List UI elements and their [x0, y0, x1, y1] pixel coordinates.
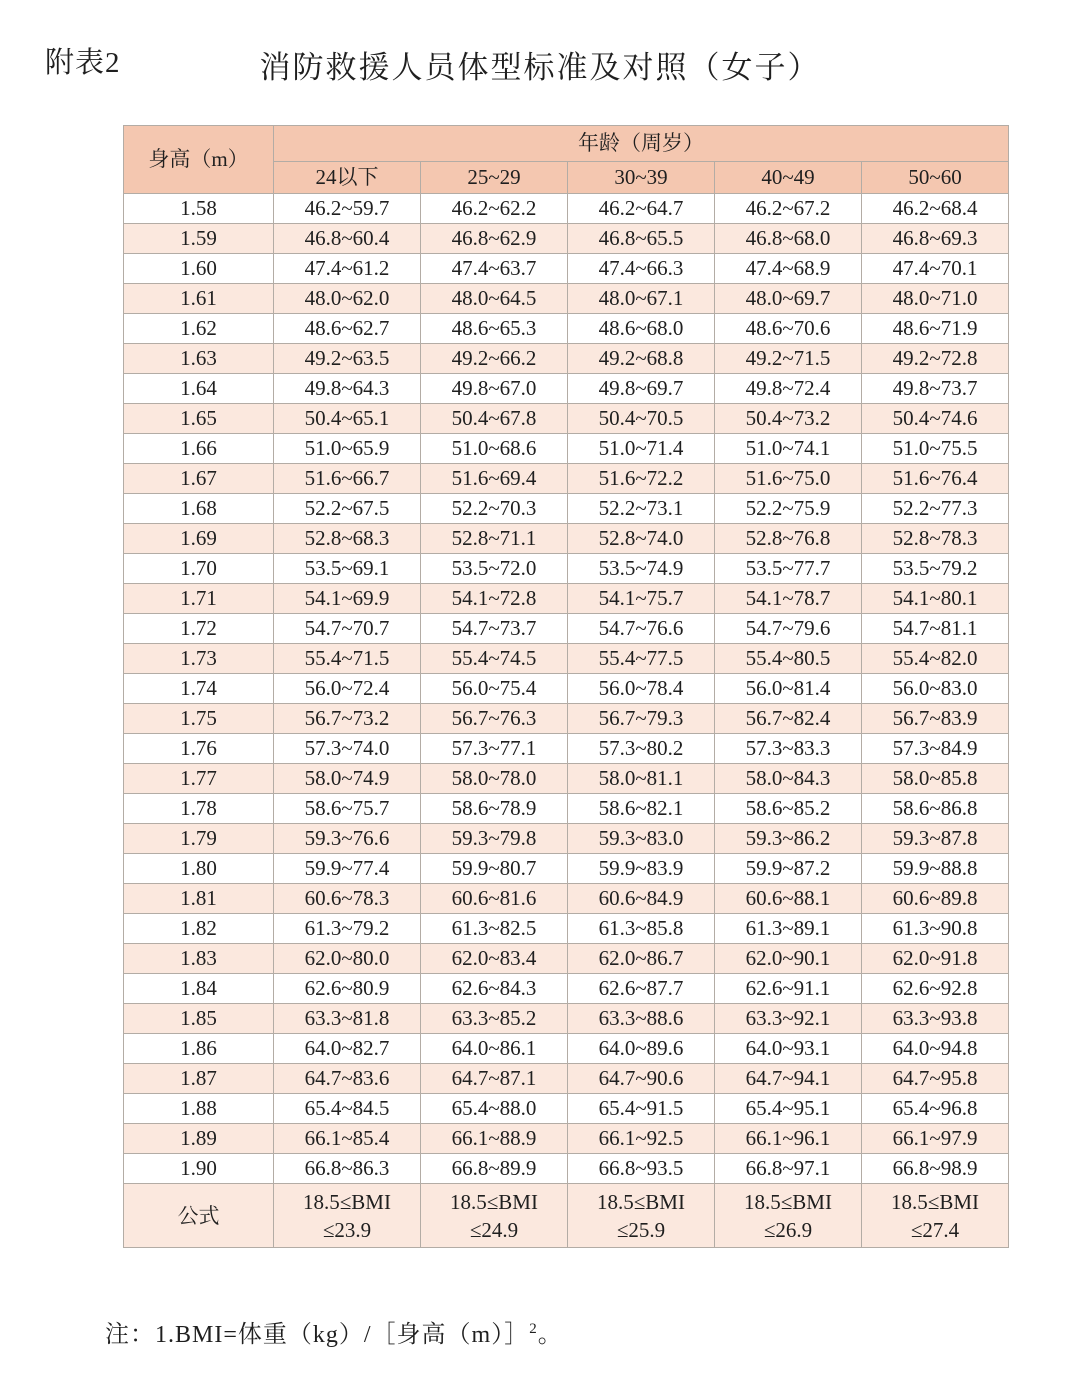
height-cell: 1.68 — [124, 494, 274, 524]
weight-range-cell: 56.7~83.9 — [862, 704, 1009, 734]
weight-range-cell: 59.3~76.6 — [274, 824, 421, 854]
height-cell: 1.77 — [124, 764, 274, 794]
height-cell: 1.88 — [124, 1094, 274, 1124]
weight-range-cell: 48.0~69.7 — [715, 284, 862, 314]
weight-range-cell: 56.0~78.4 — [568, 674, 715, 704]
weight-range-cell: 49.2~68.8 — [568, 344, 715, 374]
weight-range-cell: 65.4~88.0 — [421, 1094, 568, 1124]
formula-line: 18.5≤BMI — [744, 1189, 832, 1214]
weight-range-cell: 56.0~72.4 — [274, 674, 421, 704]
table-row — [124, 284, 1009, 314]
weight-range-cell: 50.4~74.6 — [862, 404, 1009, 434]
weight-range-cell: 60.6~81.6 — [421, 884, 568, 914]
formula-cell — [274, 1184, 421, 1248]
weight-range-cell: 52.8~68.3 — [274, 524, 421, 554]
weight-range-cell: 49.2~71.5 — [715, 344, 862, 374]
weight-range-cell: 54.1~72.8 — [421, 584, 568, 614]
table-row — [124, 374, 1009, 404]
age-col-header-50-60: 50~60 — [862, 162, 1009, 194]
table-row — [124, 1034, 1009, 1064]
weight-range-cell: 54.7~81.1 — [862, 614, 1009, 644]
height-cell: 1.85 — [124, 1004, 274, 1034]
height-cell: 1.63 — [124, 344, 274, 374]
height-cell: 1.76 — [124, 734, 274, 764]
weight-range-cell: 52.8~71.1 — [421, 524, 568, 554]
weight-range-cell: 56.7~76.3 — [421, 704, 568, 734]
weight-range-cell: 64.7~95.8 — [862, 1064, 1009, 1094]
weight-range-cell: 46.2~59.7 — [274, 194, 421, 224]
formula-line: 18.5≤BMI — [303, 1189, 391, 1214]
weight-range-cell: 53.5~72.0 — [421, 554, 568, 584]
height-cell: 1.82 — [124, 914, 274, 944]
table-row — [124, 884, 1009, 914]
table-row — [124, 674, 1009, 704]
table-row — [124, 644, 1009, 674]
weight-range-cell: 63.3~81.8 — [274, 1004, 421, 1034]
height-cell: 1.81 — [124, 884, 274, 914]
table-row — [124, 404, 1009, 434]
weight-range-cell: 61.3~90.8 — [862, 914, 1009, 944]
height-cell: 1.60 — [124, 254, 274, 284]
weight-range-cell: 46.2~64.7 — [568, 194, 715, 224]
weight-range-cell: 66.8~93.5 — [568, 1154, 715, 1184]
age-col-header-25-29: 25~29 — [421, 162, 568, 194]
weight-range-cell: 66.8~98.9 — [862, 1154, 1009, 1184]
weight-range-cell: 62.0~86.7 — [568, 944, 715, 974]
height-cell: 1.74 — [124, 674, 274, 704]
weight-range-cell: 56.0~75.4 — [421, 674, 568, 704]
weight-range-cell: 54.7~79.6 — [715, 614, 862, 644]
weight-range-cell: 50.4~70.5 — [568, 404, 715, 434]
height-cell: 1.66 — [124, 434, 274, 464]
table-row — [124, 794, 1009, 824]
table-row — [124, 974, 1009, 1004]
weight-range-cell: 48.0~71.0 — [862, 284, 1009, 314]
weight-range-cell: 58.0~74.9 — [274, 764, 421, 794]
height-cell: 1.69 — [124, 524, 274, 554]
weight-range-cell: 59.9~77.4 — [274, 854, 421, 884]
table-row — [124, 734, 1009, 764]
weight-range-cell: 51.0~65.9 — [274, 434, 421, 464]
weight-range-cell: 58.6~75.7 — [274, 794, 421, 824]
table-row — [124, 1064, 1009, 1094]
weight-range-cell: 63.3~92.1 — [715, 1004, 862, 1034]
table-row — [124, 494, 1009, 524]
weight-range-cell: 49.2~66.2 — [421, 344, 568, 374]
weight-range-cell: 51.6~75.0 — [715, 464, 862, 494]
height-cell: 1.90 — [124, 1154, 274, 1184]
weight-range-cell: 56.7~73.2 — [274, 704, 421, 734]
weight-range-cell: 46.2~68.4 — [862, 194, 1009, 224]
weight-range-cell: 64.0~86.1 — [421, 1034, 568, 1064]
weight-range-cell: 57.3~84.9 — [862, 734, 1009, 764]
weight-range-cell: 49.8~67.0 — [421, 374, 568, 404]
weight-range-cell: 66.1~88.9 — [421, 1124, 568, 1154]
weight-range-cell: 57.3~74.0 — [274, 734, 421, 764]
weight-range-cell: 55.4~71.5 — [274, 644, 421, 674]
table-row — [124, 434, 1009, 464]
weight-range-cell: 66.8~86.3 — [274, 1154, 421, 1184]
weight-range-cell: 66.1~92.5 — [568, 1124, 715, 1154]
weight-range-cell: 64.0~89.6 — [568, 1034, 715, 1064]
table-row — [124, 704, 1009, 734]
weight-range-cell: 46.8~69.3 — [862, 224, 1009, 254]
height-cell: 1.58 — [124, 194, 274, 224]
weight-range-cell: 64.0~82.7 — [274, 1034, 421, 1064]
table-row — [124, 344, 1009, 374]
weight-range-cell: 64.7~87.1 — [421, 1064, 568, 1094]
weight-range-cell: 59.9~83.9 — [568, 854, 715, 884]
weight-range-cell: 61.3~79.2 — [274, 914, 421, 944]
formula-line: 18.5≤BMI — [891, 1189, 979, 1214]
weight-range-cell: 64.7~94.1 — [715, 1064, 862, 1094]
table-row — [124, 614, 1009, 644]
weight-range-cell: 54.7~70.7 — [274, 614, 421, 644]
weight-range-cell: 47.4~70.1 — [862, 254, 1009, 284]
table-footer — [124, 1184, 1009, 1248]
page-title: 消防救援人员体型标准及对照（女子） — [259, 50, 821, 85]
weight-range-cell: 54.1~69.9 — [274, 584, 421, 614]
weight-range-cell: 65.4~91.5 — [568, 1094, 715, 1124]
table-row — [124, 254, 1009, 284]
weight-range-cell: 60.6~78.3 — [274, 884, 421, 914]
weight-range-cell: 58.0~85.8 — [862, 764, 1009, 794]
weight-range-cell: 46.8~65.5 — [568, 224, 715, 254]
table-row — [124, 1094, 1009, 1124]
age-col-header-30-39: 30~39 — [568, 162, 715, 194]
weight-range-cell: 61.3~82.5 — [421, 914, 568, 944]
weight-range-cell: 66.8~89.9 — [421, 1154, 568, 1184]
weight-range-cell: 66.1~97.9 — [862, 1124, 1009, 1154]
weight-range-cell: 59.3~79.8 — [421, 824, 568, 854]
weight-range-cell: 49.2~72.8 — [862, 344, 1009, 374]
weight-range-cell: 64.0~93.1 — [715, 1034, 862, 1064]
weight-range-cell: 66.8~97.1 — [715, 1154, 862, 1184]
weight-range-cell: 60.6~84.9 — [568, 884, 715, 914]
formula-line: ≤26.9 — [763, 1217, 813, 1242]
formula-line: ≤27.4 — [910, 1217, 960, 1242]
weight-range-cell: 59.9~80.7 — [421, 854, 568, 884]
weight-range-cell: 65.4~96.8 — [862, 1094, 1009, 1124]
weight-range-cell: 48.6~70.6 — [715, 314, 862, 344]
weight-range-cell: 50.4~65.1 — [274, 404, 421, 434]
weight-range-cell: 62.6~92.8 — [862, 974, 1009, 1004]
table-header — [124, 126, 1009, 194]
weight-range-cell: 59.9~88.8 — [862, 854, 1009, 884]
weight-range-cell: 63.3~85.2 — [421, 1004, 568, 1034]
formula-line: ≤24.9 — [469, 1217, 519, 1242]
height-cell: 1.89 — [124, 1124, 274, 1154]
weight-range-cell: 61.3~85.8 — [568, 914, 715, 944]
weight-range-cell: 51.6~69.4 — [421, 464, 568, 494]
table-row — [124, 1004, 1009, 1034]
height-cell: 1.61 — [124, 284, 274, 314]
weight-range-cell: 53.5~79.2 — [862, 554, 1009, 584]
weight-range-cell: 52.2~67.5 — [274, 494, 421, 524]
weight-range-cell: 66.1~85.4 — [274, 1124, 421, 1154]
table-row — [124, 554, 1009, 584]
weight-range-cell: 59.3~86.2 — [715, 824, 862, 854]
height-cell: 1.75 — [124, 704, 274, 734]
weight-range-cell: 48.0~67.1 — [568, 284, 715, 314]
weight-range-cell: 48.6~71.9 — [862, 314, 1009, 344]
weight-range-cell: 47.4~63.7 — [421, 254, 568, 284]
weight-range-cell: 56.7~79.3 — [568, 704, 715, 734]
formula-cell — [862, 1184, 1009, 1248]
weight-range-cell: 55.4~74.5 — [421, 644, 568, 674]
height-cell: 1.79 — [124, 824, 274, 854]
weight-range-cell: 48.6~68.0 — [568, 314, 715, 344]
formula-line: 18.5≤BMI — [450, 1189, 538, 1214]
weight-range-cell: 47.4~66.3 — [568, 254, 715, 284]
document-header — [0, 0, 1080, 85]
table-row — [124, 824, 1009, 854]
weight-range-cell: 51.0~74.1 — [715, 434, 862, 464]
footnote — [105, 1314, 563, 1349]
weight-range-cell: 47.4~61.2 — [274, 254, 421, 284]
weight-range-cell: 54.7~73.7 — [421, 614, 568, 644]
weight-range-cell: 58.6~78.9 — [421, 794, 568, 824]
formula-line: ≤23.9 — [322, 1217, 372, 1242]
weight-range-cell: 64.7~90.6 — [568, 1064, 715, 1094]
weight-range-cell: 60.6~88.1 — [715, 884, 862, 914]
weight-range-cell: 54.7~76.6 — [568, 614, 715, 644]
formula-cell — [421, 1184, 568, 1248]
weight-range-cell: 58.0~84.3 — [715, 764, 862, 794]
weight-range-cell: 49.8~72.4 — [715, 374, 862, 404]
height-cell: 1.62 — [124, 314, 274, 344]
weight-range-cell: 48.0~62.0 — [274, 284, 421, 314]
weight-range-cell: 62.0~91.8 — [862, 944, 1009, 974]
height-cell: 1.72 — [124, 614, 274, 644]
weight-range-cell: 57.3~77.1 — [421, 734, 568, 764]
age-col-header-under24: 24以下 — [274, 162, 421, 194]
footnote-text: 注：1.BMI=体重（kg）/［身高（m）］ — [105, 1322, 530, 1348]
formula-cell — [568, 1184, 715, 1248]
height-cell: 1.65 — [124, 404, 274, 434]
weight-range-cell: 63.3~88.6 — [568, 1004, 715, 1034]
age-group-header: 年龄（周岁） — [274, 126, 1009, 162]
weight-range-cell: 48.0~64.5 — [421, 284, 568, 314]
table-row — [124, 464, 1009, 494]
weight-range-cell: 62.0~90.1 — [715, 944, 862, 974]
weight-range-cell: 53.5~77.7 — [715, 554, 862, 584]
formula-cell — [715, 1184, 862, 1248]
weight-range-cell: 51.6~76.4 — [862, 464, 1009, 494]
weight-range-cell: 48.6~62.7 — [274, 314, 421, 344]
weight-range-cell: 58.6~82.1 — [568, 794, 715, 824]
table-row — [124, 224, 1009, 254]
weight-range-cell: 55.4~82.0 — [862, 644, 1009, 674]
weight-range-cell: 53.5~69.1 — [274, 554, 421, 584]
weight-range-cell: 52.2~75.9 — [715, 494, 862, 524]
weight-range-cell: 46.8~60.4 — [274, 224, 421, 254]
weight-range-cell: 57.3~80.2 — [568, 734, 715, 764]
weight-range-cell: 46.8~62.9 — [421, 224, 568, 254]
formula-row — [124, 1184, 1009, 1248]
height-cell: 1.64 — [124, 374, 274, 404]
weight-range-cell: 52.2~70.3 — [421, 494, 568, 524]
table-row — [124, 584, 1009, 614]
weight-range-cell: 52.8~74.0 — [568, 524, 715, 554]
weight-range-cell: 48.6~65.3 — [421, 314, 568, 344]
footnote-period: 。 — [537, 1322, 563, 1348]
weight-range-cell: 54.1~80.1 — [862, 584, 1009, 614]
weight-range-cell: 62.0~80.0 — [274, 944, 421, 974]
table-row — [124, 944, 1009, 974]
weight-range-cell: 54.1~78.7 — [715, 584, 862, 614]
weight-range-cell: 52.2~77.3 — [862, 494, 1009, 524]
table-row — [124, 1154, 1009, 1184]
weight-range-cell: 65.4~84.5 — [274, 1094, 421, 1124]
weight-range-cell: 51.6~66.7 — [274, 464, 421, 494]
weight-range-cell: 56.0~83.0 — [862, 674, 1009, 704]
weight-range-cell: 46.8~68.0 — [715, 224, 862, 254]
weight-range-cell: 62.6~80.9 — [274, 974, 421, 1004]
weight-range-cell: 51.6~72.2 — [568, 464, 715, 494]
weight-range-cell: 60.6~89.8 — [862, 884, 1009, 914]
table-row — [124, 314, 1009, 344]
weight-range-cell: 46.2~62.2 — [421, 194, 568, 224]
weight-range-cell: 53.5~74.9 — [568, 554, 715, 584]
height-cell: 1.84 — [124, 974, 274, 1004]
height-cell: 1.71 — [124, 584, 274, 614]
formula-label: 公式 — [124, 1184, 274, 1248]
weight-range-cell: 64.7~83.6 — [274, 1064, 421, 1094]
weight-range-cell: 50.4~67.8 — [421, 404, 568, 434]
height-column-header: 身高（m） — [124, 126, 274, 194]
weight-range-cell: 62.6~84.3 — [421, 974, 568, 1004]
height-cell: 1.67 — [124, 464, 274, 494]
weight-range-cell: 49.2~63.5 — [274, 344, 421, 374]
weight-range-cell: 55.4~77.5 — [568, 644, 715, 674]
weight-range-cell: 46.2~67.2 — [715, 194, 862, 224]
weight-range-cell: 58.0~81.1 — [568, 764, 715, 794]
weight-range-cell: 49.8~73.7 — [862, 374, 1009, 404]
table-row — [124, 914, 1009, 944]
weight-range-cell: 52.8~76.8 — [715, 524, 862, 554]
table-row — [124, 194, 1009, 224]
age-header-row — [124, 126, 1009, 162]
weight-range-cell: 57.3~83.3 — [715, 734, 862, 764]
height-cell: 1.59 — [124, 224, 274, 254]
weight-range-cell: 62.6~91.1 — [715, 974, 862, 1004]
weight-range-cell: 50.4~73.2 — [715, 404, 862, 434]
weight-range-cell: 49.8~69.7 — [568, 374, 715, 404]
weight-range-cell: 56.7~82.4 — [715, 704, 862, 734]
table-row — [124, 1124, 1009, 1154]
weight-range-cell: 64.0~94.8 — [862, 1034, 1009, 1064]
age-col-header-40-49: 40~49 — [715, 162, 862, 194]
weight-range-cell: 58.6~86.8 — [862, 794, 1009, 824]
height-cell: 1.78 — [124, 794, 274, 824]
weight-range-cell: 61.3~89.1 — [715, 914, 862, 944]
weight-range-cell: 47.4~68.9 — [715, 254, 862, 284]
weight-range-cell: 51.0~75.5 — [862, 434, 1009, 464]
height-cell: 1.87 — [124, 1064, 274, 1094]
weight-range-cell: 51.0~71.4 — [568, 434, 715, 464]
weight-range-cell: 58.6~85.2 — [715, 794, 862, 824]
weight-range-cell: 59.3~83.0 — [568, 824, 715, 854]
height-cell: 1.73 — [124, 644, 274, 674]
weight-range-cell: 66.1~96.1 — [715, 1124, 862, 1154]
weight-range-cell: 62.6~87.7 — [568, 974, 715, 1004]
height-cell: 1.70 — [124, 554, 274, 584]
weight-range-cell: 65.4~95.1 — [715, 1094, 862, 1124]
formula-line: ≤25.9 — [616, 1217, 666, 1242]
weight-range-cell: 51.0~68.6 — [421, 434, 568, 464]
table-row — [124, 854, 1009, 884]
weight-range-cell: 52.2~73.1 — [568, 494, 715, 524]
weight-range-cell: 52.8~78.3 — [862, 524, 1009, 554]
body-standard-table — [123, 125, 1009, 1248]
footnote-superscript: 2 — [529, 1321, 538, 1337]
weight-range-cell: 58.0~78.0 — [421, 764, 568, 794]
weight-range-cell: 56.0~81.4 — [715, 674, 862, 704]
weight-range-cell: 62.0~83.4 — [421, 944, 568, 974]
table-row — [124, 524, 1009, 554]
weight-range-cell: 49.8~64.3 — [274, 374, 421, 404]
weight-range-cell: 59.3~87.8 — [862, 824, 1009, 854]
height-cell: 1.86 — [124, 1034, 274, 1064]
height-cell: 1.80 — [124, 854, 274, 884]
formula-line: 18.5≤BMI — [597, 1189, 685, 1214]
weight-range-cell: 63.3~93.8 — [862, 1004, 1009, 1034]
weight-range-cell: 59.9~87.2 — [715, 854, 862, 884]
table-body — [124, 194, 1009, 1184]
weight-range-cell: 54.1~75.7 — [568, 584, 715, 614]
table-row — [124, 764, 1009, 794]
weight-range-cell: 55.4~80.5 — [715, 644, 862, 674]
appendix-label: 附表2 — [45, 47, 121, 79]
height-cell: 1.83 — [124, 944, 274, 974]
